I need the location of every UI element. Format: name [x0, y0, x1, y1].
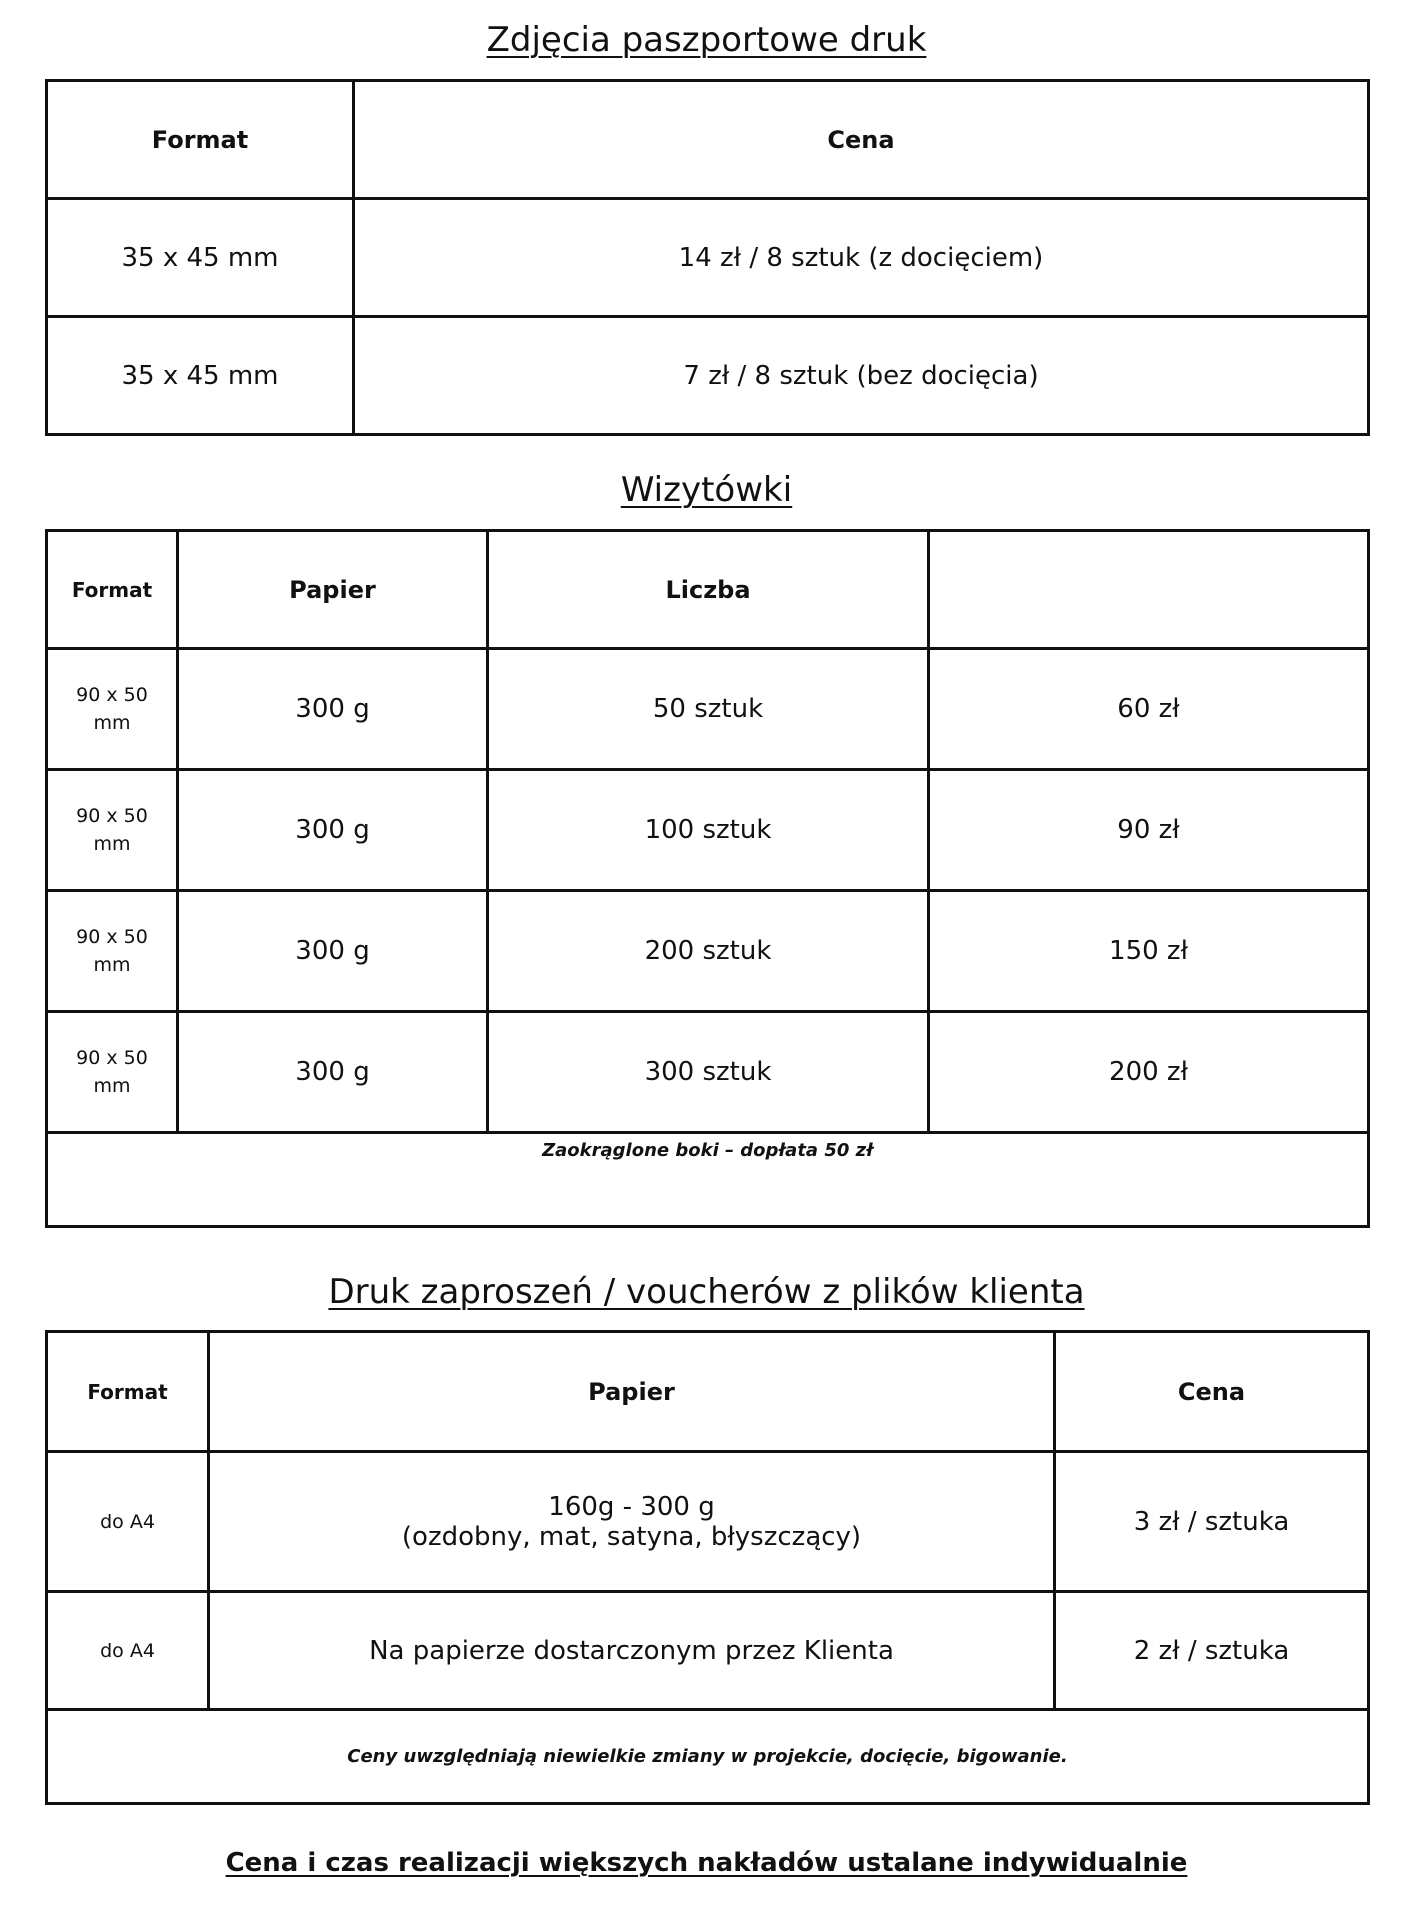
cell-price: 2 zł / sztuka	[1055, 1592, 1369, 1710]
cell-quantity: 100 sztuk	[488, 770, 929, 891]
header-format: Format	[47, 531, 178, 649]
table-row	[47, 770, 1369, 891]
passport-price-table	[45, 79, 1370, 436]
cell-format: 90 x 50 mm	[47, 1012, 178, 1133]
header-paper: Papier	[209, 1332, 1055, 1452]
section-title-passport: Zdjęcia paszportowe druk	[486, 20, 927, 60]
business-cards-table	[45, 529, 1370, 1228]
header-format: Format	[47, 81, 354, 199]
header-price: Cena	[354, 81, 1369, 199]
cell-price: 150 zł	[929, 891, 1369, 1012]
header-price	[929, 531, 1369, 649]
table-note-row	[47, 1710, 1369, 1804]
cell-paper: Na papierze dostarczonym przez Klienta	[209, 1592, 1055, 1710]
header-paper: Papier	[178, 531, 488, 649]
cell-format: do A4	[47, 1452, 209, 1592]
cell-format: 90 x 50 mm	[47, 649, 178, 770]
table-row	[47, 649, 1369, 770]
table-note-row	[47, 1133, 1369, 1227]
table-row	[47, 1012, 1369, 1133]
footer-note: Cena i czas realizacji większych nakładów ustalane indywidualnie	[225, 1848, 1188, 1878]
cell-format: 90 x 50 mm	[47, 770, 178, 891]
cell-quantity: 300 sztuk	[488, 1012, 929, 1133]
table-header-row	[47, 531, 1369, 649]
table-header-row	[47, 1332, 1369, 1452]
cell-price: 60 zł	[929, 649, 1369, 770]
cell-price: 14 zł / 8 sztuk (z docięciem)	[354, 199, 1369, 317]
cell-paper: 300 g	[178, 1012, 488, 1133]
cell-paper: 300 g	[178, 891, 488, 1012]
header-quantity: Liczba	[488, 531, 929, 649]
cell-quantity: 200 sztuk	[488, 891, 929, 1012]
header-price: Cena	[1055, 1332, 1369, 1452]
table-header-row	[47, 81, 1369, 199]
cell-paper	[209, 1452, 1055, 1592]
header-format: Format	[47, 1332, 209, 1452]
cell-price: 90 zł	[929, 770, 1369, 891]
paper-types: (ozdobny, mat, satyna, błyszczący)	[401, 1521, 862, 1552]
table-row	[47, 1592, 1369, 1710]
invitations-table	[45, 1330, 1370, 1805]
cell-format: 90 x 50 mm	[47, 891, 178, 1012]
cell-paper: 300 g	[178, 770, 488, 891]
cell-price: 200 zł	[929, 1012, 1369, 1133]
table-row	[47, 199, 1369, 317]
rounded-corners-note: Zaokrąglone boki – dopłata 50 zł	[47, 1133, 1369, 1227]
section-title-business-cards: Wizytówki	[620, 470, 793, 510]
table-row	[47, 891, 1369, 1012]
cell-price: 3 zł / sztuka	[1055, 1452, 1369, 1592]
cell-format: 35 x 45 mm	[47, 317, 354, 435]
table-row	[47, 1452, 1369, 1592]
cell-quantity: 50 sztuk	[488, 649, 929, 770]
cell-paper: 300 g	[178, 649, 488, 770]
table-row	[47, 317, 1369, 435]
cell-format: do A4	[47, 1592, 209, 1710]
section-title-invitations: Druk zaproszeń / voucherów z plików klienta	[328, 1272, 1085, 1312]
cell-format: 35 x 45 mm	[47, 199, 354, 317]
cell-price: 7 zł / 8 sztuk (bez docięcia)	[354, 317, 1369, 435]
price-includes-note: Ceny uwzględniają niewielkie zmiany w projekcie, docięcie, bigowanie.	[47, 1710, 1369, 1804]
paper-weight: 160g - 300 g	[548, 1491, 715, 1522]
